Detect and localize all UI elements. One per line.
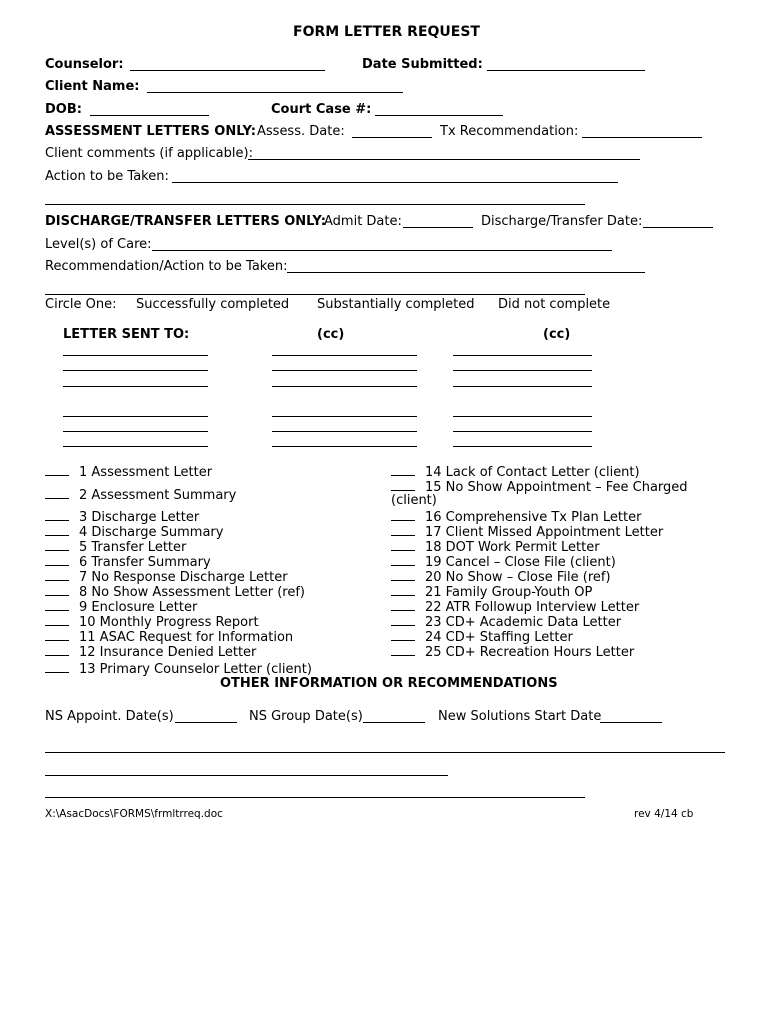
letter-item-14[interactable]: 14 Lack of Contact Letter (client) (391, 463, 640, 481)
tx-recommendation-field[interactable] (582, 137, 702, 138)
new-solutions-field[interactable] (600, 722, 662, 723)
letter-item-label: 19 Cancel – Close File (client) (425, 555, 616, 570)
checkbox-line[interactable] (45, 538, 69, 551)
checkbox-line[interactable] (45, 643, 69, 656)
client-comments-field[interactable] (248, 159, 640, 160)
action-label: Action to be Taken: (45, 169, 169, 184)
letter-item-label: 20 No Show – Close File (ref) (425, 570, 611, 585)
client-name-field[interactable] (147, 92, 403, 93)
checkbox-line[interactable] (391, 643, 415, 656)
action-field[interactable] (172, 182, 618, 183)
letter-item-label: 25 CD+ Recreation Hours Letter (425, 645, 635, 660)
counselor-field[interactable] (130, 70, 325, 71)
recipient-line[interactable] (272, 386, 417, 387)
checkbox-line[interactable] (45, 613, 69, 626)
letter-item-12[interactable] (45, 643, 256, 661)
recipient-line[interactable] (272, 431, 417, 432)
recipient-line[interactable] (272, 370, 417, 371)
checkbox-line[interactable] (391, 508, 415, 521)
letter-item-label: 22 ATR Followup Interview Letter (425, 600, 640, 615)
recommendation-field-line-2[interactable] (45, 294, 585, 295)
assess-date-label: Assess. Date: (257, 124, 345, 139)
ns-group-field[interactable] (363, 722, 425, 723)
recipient-line[interactable] (453, 355, 592, 356)
checkbox-line[interactable] (45, 508, 69, 521)
checkbox-line[interactable] (45, 463, 69, 476)
letter-item-label: 2 Assessment Summary (79, 488, 237, 503)
assessment-section-label: ASSESSMENT LETTERS ONLY: (45, 124, 256, 139)
dob-field[interactable] (90, 115, 209, 116)
checkbox-line[interactable] (391, 538, 415, 551)
counselor-label: Counselor: (45, 57, 124, 72)
checkbox-line[interactable] (391, 463, 415, 476)
recipient-line[interactable] (63, 431, 208, 432)
recipient-line[interactable] (63, 355, 208, 356)
ns-appoint-field[interactable] (175, 722, 237, 723)
checkbox-line[interactable] (391, 583, 415, 596)
comments-line-3[interactable] (45, 797, 585, 798)
ns-appoint-label: NS Appoint. Date(s) (45, 709, 174, 724)
admit-date-field[interactable] (403, 227, 473, 228)
checkbox-line[interactable] (45, 486, 69, 499)
checkbox-line[interactable] (45, 660, 69, 673)
dob-label: DOB: (45, 102, 82, 117)
recipient-line[interactable] (63, 370, 208, 371)
court-case-label: Court Case #: (271, 102, 372, 117)
option-did-not-complete[interactable]: Did not complete (498, 297, 611, 312)
footer-file-path: X:\AsacDocs\FORMS\frmltrreq.doc (45, 808, 223, 820)
letter-item-label: 4 Discharge Summary (79, 525, 224, 540)
discharge-date-field[interactable] (643, 227, 713, 228)
recommendation-label: Recommendation/Action to be Taken: (45, 259, 288, 274)
letter-item-25[interactable] (391, 643, 634, 661)
letter-item-label: 18 DOT Work Permit Letter (425, 540, 600, 555)
admit-date-label: Admit Date: (324, 214, 402, 229)
checkbox-line[interactable] (391, 478, 415, 491)
letter-item-1[interactable] (45, 463, 212, 481)
checkbox-line[interactable] (391, 613, 415, 626)
tx-recommendation-label: Tx Recommendation: (440, 124, 579, 139)
letter-item-label: 17 Client Missed Appointment Letter (425, 525, 664, 540)
letter-item-label: 9 Enclosure Letter (79, 600, 198, 615)
discharge-date-label: Discharge/Transfer Date: (481, 214, 643, 229)
cc-label-1: (cc) (317, 327, 345, 342)
action-field-line-2[interactable] (45, 204, 585, 205)
recipient-line[interactable] (272, 416, 417, 417)
assess-date-field[interactable] (352, 137, 432, 138)
recommendation-field[interactable] (287, 272, 645, 273)
letter-item-label: 13 Primary Counselor Letter (client) (79, 662, 312, 677)
checkbox-line[interactable] (45, 568, 69, 581)
discharge-section-label: DISCHARGE/TRANSFER LETTERS ONLY: (45, 214, 326, 229)
checkbox-line[interactable] (45, 598, 69, 611)
letter-item-2[interactable] (45, 486, 236, 504)
client-name-label: Client Name: (45, 79, 140, 94)
letter-item-label: 21 Family Group-Youth OP (425, 585, 593, 600)
footer-revision: rev 4/14 cb (634, 808, 694, 820)
date-submitted-field[interactable] (487, 70, 645, 71)
recipient-line[interactable] (272, 446, 417, 447)
recipient-line[interactable] (453, 386, 592, 387)
option-substantially-completed[interactable]: Substantially completed (317, 297, 475, 312)
new-solutions-label: New Solutions Start Date (438, 709, 602, 724)
letter-item-label: 24 CD+ Staffing Letter (425, 630, 573, 645)
levels-of-care-label: Level(s) of Care: (45, 237, 152, 252)
letter-sent-to-label: LETTER SENT TO: (63, 327, 190, 342)
checkbox-line[interactable] (391, 628, 415, 641)
comments-line-2[interactable] (45, 775, 448, 776)
date-submitted-label: Date Submitted: (362, 57, 483, 72)
letter-item-label: 10 Monthly Progress Report (79, 615, 259, 630)
letter-item-15[interactable]: 15 No Show Appointment – Fee Charged (391, 478, 688, 496)
recipient-line[interactable] (453, 431, 592, 432)
letter-item-label: 7 No Response Discharge Letter (79, 570, 288, 585)
recipient-line[interactable] (63, 446, 208, 447)
recipient-line[interactable] (63, 386, 208, 387)
checkbox-line[interactable] (45, 628, 69, 641)
checkbox-line[interactable] (391, 523, 415, 536)
circle-one-label: Circle One: (45, 297, 117, 312)
recipient-line[interactable] (453, 446, 592, 447)
cc-label-2: (cc) (543, 327, 571, 342)
form-title: FORM LETTER REQUEST (293, 24, 480, 40)
other-info-heading: OTHER INFORMATION OR RECOMMENDATIONS (220, 676, 558, 691)
checkbox-line[interactable] (45, 523, 69, 536)
levels-of-care-field[interactable] (152, 250, 612, 251)
checkbox-line[interactable] (391, 553, 415, 566)
letter-item-label: 6 Transfer Summary (79, 555, 211, 570)
recipient-line[interactable] (63, 416, 208, 417)
ns-group-label: NS Group Date(s) (249, 709, 363, 724)
recipient-line[interactable] (453, 416, 592, 417)
letter-item-label: 3 Discharge Letter (79, 510, 200, 525)
letter-item-15-continued: (client) (391, 493, 437, 508)
letter-item-label: 1 Assessment Letter (79, 465, 213, 480)
recipient-line[interactable] (272, 355, 417, 356)
letter-item-label: 8 No Show Assessment Letter (ref) (79, 585, 305, 600)
letter-item-label: 12 Insurance Denied Letter (79, 645, 257, 660)
letter-item-label: 16 Comprehensive Tx Plan Letter (425, 510, 642, 525)
option-successfully-completed[interactable]: Successfully completed (136, 297, 290, 312)
letter-item-label: 23 CD+ Academic Data Letter (425, 615, 622, 630)
letter-item-label: 5 Transfer Letter (79, 540, 187, 555)
client-comments-label: Client comments (if applicable): (45, 146, 253, 161)
checkbox-line[interactable] (391, 568, 415, 581)
recipient-line[interactable] (453, 370, 592, 371)
court-case-field[interactable] (375, 115, 503, 116)
checkbox-line[interactable] (45, 583, 69, 596)
checkbox-line[interactable] (45, 553, 69, 566)
letter-item-label: 11 ASAC Request for Information (79, 630, 294, 645)
comments-line-1[interactable] (45, 752, 725, 753)
checkbox-line[interactable] (391, 598, 415, 611)
